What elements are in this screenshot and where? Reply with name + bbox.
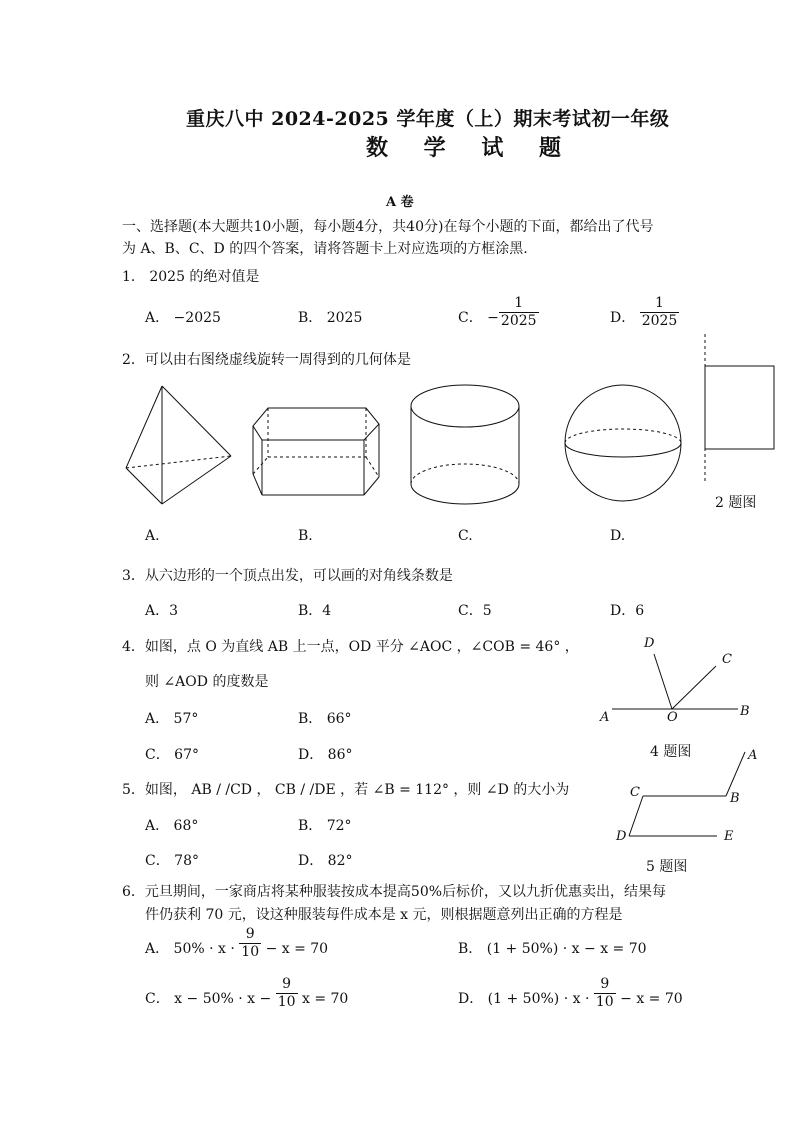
fraction-numerator: 9	[600, 976, 610, 993]
fraction-denominator: 2025	[641, 312, 678, 329]
q2-figure-caption: 2 题图	[715, 495, 757, 511]
q4-option-d: D． 86°	[298, 747, 353, 763]
fraction-denominator: 10	[241, 943, 260, 960]
q5-stem: 5．如图， AB / /CD ， CB / /DE ，若 ∠B = 112° ，则 ∠D 的大小为	[122, 782, 570, 798]
q6-stem-line2: 件仍获利 70 元，设这种服装每件成本是 x 元，则根据题意列出正确的方程是	[145, 907, 623, 923]
q1-option-d-prefix: D．	[610, 310, 636, 326]
fraction-denominator: 2025	[500, 312, 537, 329]
q6-option-d-prefix: D． (1 + 50%) · x ·	[458, 991, 590, 1007]
q6-option-d-suffix: − x = 70	[620, 991, 683, 1007]
q4-figure-caption: 4 题图	[650, 744, 692, 760]
q2-option-c: C.	[458, 528, 473, 544]
q4-option-c: C． 67°	[145, 747, 199, 763]
q5-label-c: C	[630, 785, 640, 800]
q5-label-b: B	[730, 791, 740, 806]
q4-option-a: A． 57°	[145, 711, 199, 727]
q3-option-a: A．3	[145, 603, 179, 619]
q2-option-b: B.	[298, 528, 313, 544]
exam-subtitle: 数 学 试 题	[366, 135, 575, 161]
q6-option-d	[458, 976, 683, 1010]
q1-option-b: B． 2025	[298, 310, 363, 326]
q6-option-a-prefix: A． 50% · x ·	[145, 941, 235, 957]
q4-angle-figure	[600, 636, 760, 736]
fraction-numerator: 9	[245, 926, 255, 943]
q4-label-d: D	[644, 636, 655, 651]
q2-option-a: A.	[145, 528, 160, 544]
q1-option-a: A． −2025	[145, 310, 221, 326]
fraction-numerator: 9	[282, 976, 292, 993]
q1-option-c-fraction	[499, 295, 539, 328]
q6-option-b: B． (1 + 50%) · x − x = 70	[458, 941, 647, 957]
q4-label-c: C	[722, 652, 732, 667]
q4-label-b: B	[740, 704, 750, 719]
sphere-figure	[563, 384, 683, 504]
q6-option-c-suffix: x = 70	[301, 991, 349, 1007]
q3-option-d: D．6	[610, 603, 645, 619]
q5-label-a: A	[748, 748, 758, 763]
q4-stem-line2: 则 ∠AOD 的度数是	[145, 674, 269, 690]
q4-option-b: B． 66°	[298, 711, 352, 727]
q5-label-e: E	[724, 829, 734, 844]
fraction-denominator: 10	[595, 993, 614, 1010]
q4-label-o: O	[667, 710, 678, 725]
q2-reference-figure	[700, 334, 780, 484]
q2-option-d: D.	[610, 528, 626, 544]
q4-label-a: A	[600, 710, 610, 725]
fraction-numerator: 1	[655, 295, 664, 312]
fraction-denominator: 10	[277, 993, 296, 1010]
q4-stem-line1: 4．如图，点 O 为直线 AB 上一点，OD 平分 ∠AOC ，∠COB = 46° ，	[122, 639, 579, 655]
q1-stem: 1． 2025 的绝对值是	[122, 269, 260, 285]
tetrahedron-figure	[126, 386, 236, 506]
cylinder-figure	[408, 384, 522, 506]
part1-heading-line2: 为 A、B、C、D 的四个答案，请将答题卡上对应选项的方框涂黑.	[122, 241, 528, 257]
section-label: A 卷	[386, 195, 414, 210]
q5-option-c: C． 78°	[145, 853, 199, 869]
q2-stem: 2．可以由右图绕虚线旋转一周得到的几何体是	[122, 352, 411, 368]
part1-heading-line1: 一、选择题(本大题共10小题，每小题4分，共40分)在每个小题的下面，都给出了代号	[122, 219, 654, 235]
q6-option-a	[145, 926, 329, 960]
q1-option-d-fraction	[640, 295, 680, 328]
exam-title: 重庆八中 2024-2025 学年度（上）期末考试初一年级	[186, 108, 670, 130]
q3-option-c: C．5	[458, 603, 492, 619]
q5-figure-caption: 5 题图	[646, 859, 688, 875]
q1-option-c	[458, 295, 539, 329]
q6-option-c-fraction	[276, 976, 298, 1009]
q1-option-c-prefix: C． −	[458, 310, 499, 326]
q3-stem: 3．从六边形的一个顶点出发，可以画的对角线条数是	[122, 568, 453, 584]
q6-stem-line1: 6．元旦期间，一家商店将某种服装按成本提高50%后标价，又以九折优惠卖出，结果每	[122, 884, 667, 900]
q6-option-d-fraction	[594, 976, 616, 1009]
q6-option-c-prefix: C． x − 50% · x −	[145, 991, 272, 1007]
q1-option-d	[610, 295, 679, 329]
q5-label-d: D	[616, 829, 627, 844]
q6-option-c	[145, 976, 349, 1010]
hexagonal-prism-figure	[250, 404, 386, 500]
q5-option-d: D． 82°	[298, 853, 353, 869]
q6-option-a-suffix: − x = 70	[265, 941, 329, 957]
q5-option-a: A． 68°	[145, 818, 199, 834]
q3-option-b: B．4	[298, 603, 332, 619]
q5-option-b: B． 72°	[298, 818, 352, 834]
q6-option-a-fraction	[239, 926, 261, 959]
fraction-numerator: 1	[514, 295, 524, 312]
